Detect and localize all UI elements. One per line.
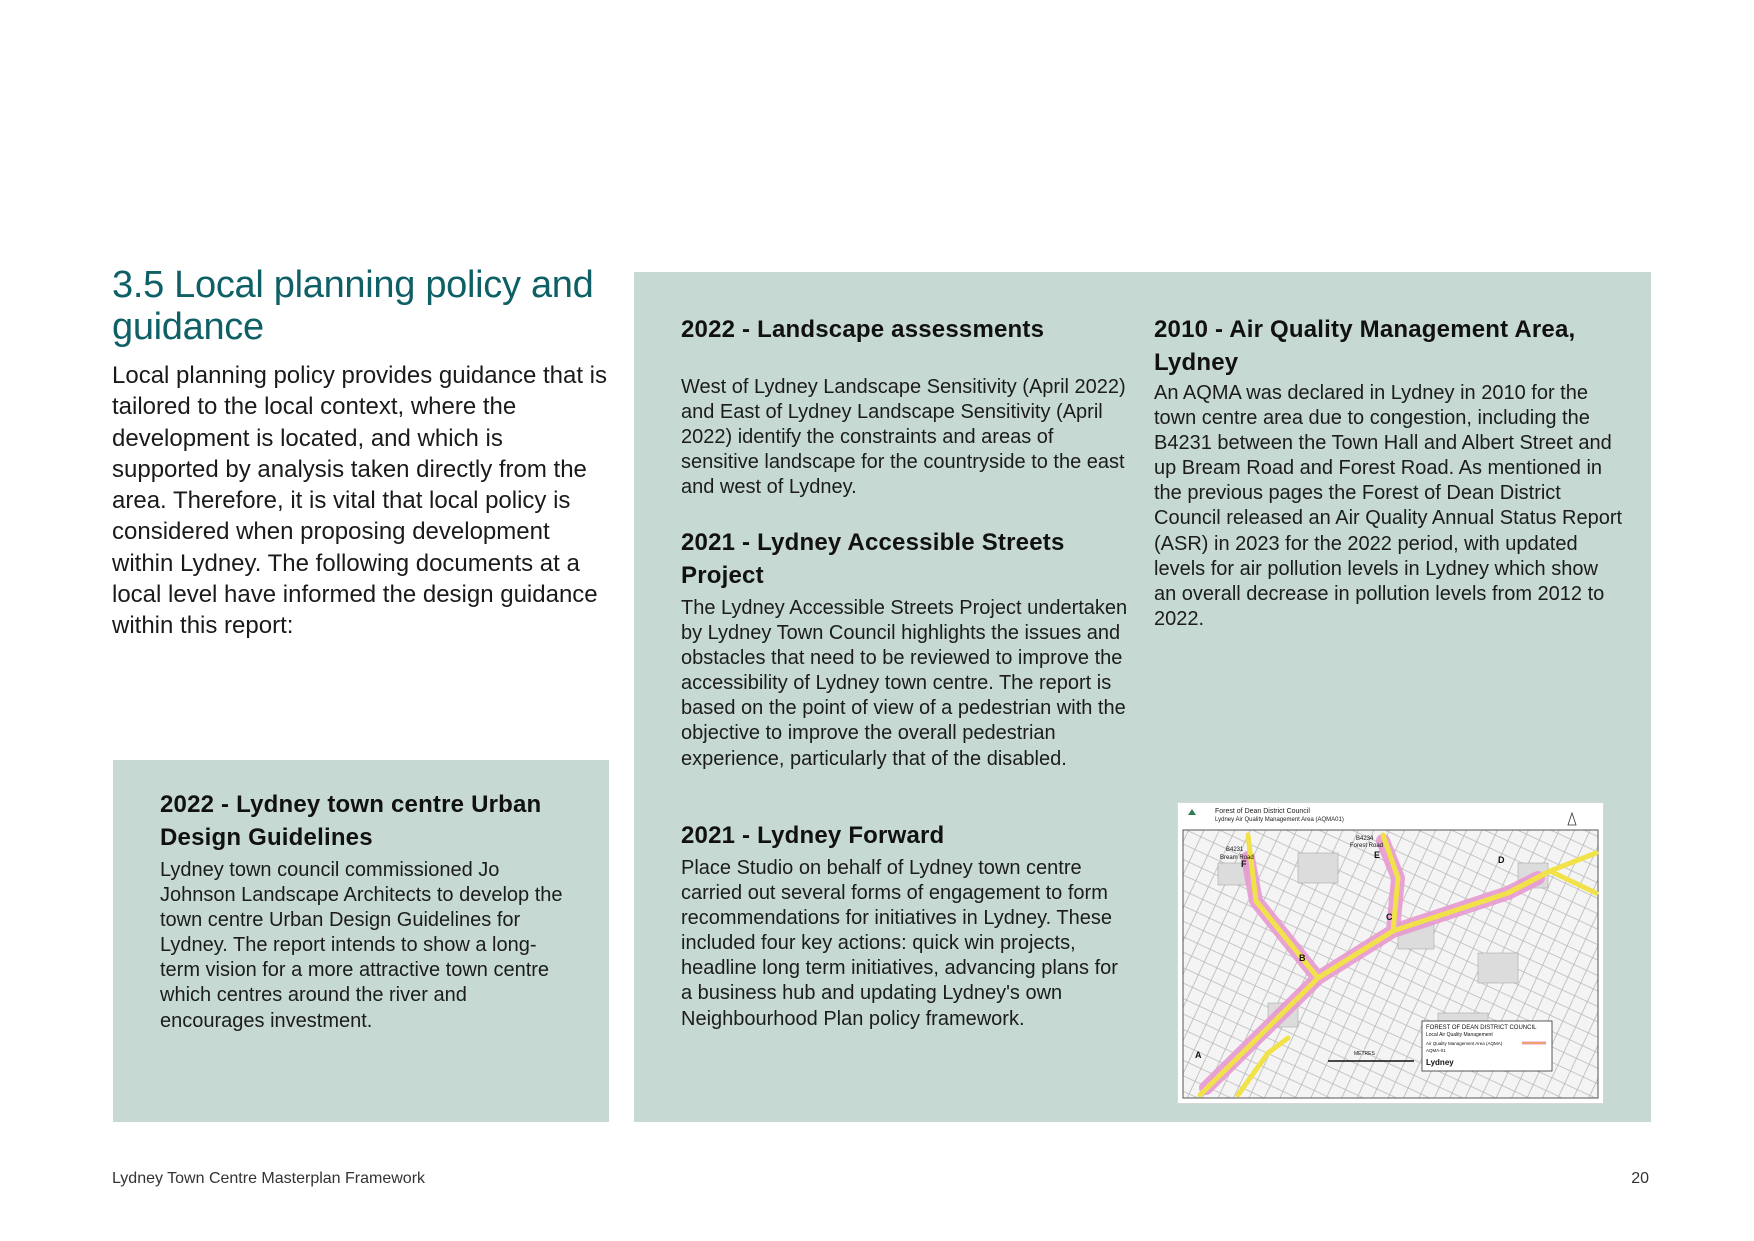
forward-body: Place Studio on behalf of Lydney town centre carried out several forms of engagement to form recommendations for initiatives in Lydney. These included four key actions: quick win projects, headline long term initiatives, advancing plans for a business hub and updating Lydney's own Neighbourhood Plan policy framework.: [681, 857, 1118, 1030]
aqma-title: 2010 - Air Quality Management Area, Lydney: [1154, 316, 1576, 376]
intro-paragraph: Local planning policy provides guidance that is tailored to the local context, where the development is located, and which is supported by analysis taken directly from the area. Therefore, it is vital that local policy is considered when proposing development within Lydney. The following documents at a local level have informed the design guidance within this report:: [112, 362, 607, 640]
page-number: 20: [1631, 1170, 1649, 1187]
footer-doc-title: Lydney Town Centre Masterplan Framework: [112, 1170, 426, 1187]
map-point-b: B: [1299, 953, 1306, 963]
map-road-forest: Forest Road: [1350, 843, 1384, 849]
landscape-title: 2022 - Landscape assessments: [681, 316, 1045, 343]
map-header-1: Forest of Dean District Council: [1215, 808, 1310, 815]
aqma-block: [1154, 313, 1624, 632]
urban-design-title: 2022 - Lydney town centre Urban Design Guidelines: [160, 791, 542, 851]
map-road-b4234: B4234: [1356, 836, 1374, 842]
landscape-block: [681, 313, 1126, 500]
legend-town: Lydney: [1426, 1058, 1454, 1067]
legend-title: FOREST OF DEAN DISTRICT COUNCIL: [1426, 1025, 1537, 1031]
legend-code: AQMA-01: [1426, 1048, 1446, 1053]
forward-title: 2021 - Lydney Forward: [681, 822, 945, 849]
map-road-bream: Bream Road: [1220, 855, 1254, 861]
legend-sub: Local Air Quality Management: [1426, 1032, 1493, 1038]
map-point-f: F: [1241, 859, 1247, 869]
aqma-map: [1177, 802, 1604, 1104]
scale-label: METRES: [1354, 1051, 1375, 1057]
map-point-e: E: [1374, 850, 1381, 860]
urban-design-body: Lydney town council commissioned Jo Johnson Landscape Architects to develop the town centre Urban Design Guidelines for Lydney. The report intends to show a long-term vision for a more attractive town centre which centres around the river and encourages investment.: [160, 859, 563, 1032]
urban-design-block: [160, 788, 570, 1034]
accessible-block: [681, 526, 1131, 772]
landscape-body: West of Lydney Landscape Sensitivity (April 2022) and East of Lydney Landscape Sensitivity (April 2022) identify the constraints and areas of sensitive landscape for the countryside to the east and west of Lydney.: [681, 376, 1126, 499]
aqma-map-graphic: [1178, 803, 1603, 1103]
page-title: 3.5 Local planning policy and guidance: [112, 264, 594, 348]
accessible-title: 2021 - Lydney Accessible Streets Project: [681, 529, 1065, 589]
accessible-body: The Lydney Accessible Streets Project undertaken by Lydney Town Council highlights the issues and obstacles that need to be reviewed to improve the accessibility of Lydney town centre. The report is based on the point of view of a pedestrian with the objective to improve the overall pedestrian experience, particularly that of the disabled.: [681, 597, 1128, 770]
map-point-a: A: [1195, 1050, 1202, 1060]
forward-block: [681, 819, 1131, 1032]
map-road-b4231: B4231: [1226, 847, 1244, 853]
map-point-d: D: [1498, 855, 1505, 865]
legend-item: Air Quality Management Area (AQMA): [1426, 1041, 1503, 1046]
map-point-c: C: [1386, 912, 1393, 922]
map-header-2: Lydney Air Quality Management Area (AQMA01): [1215, 817, 1344, 823]
aqma-body: An AQMA was declared in Lydney in 2010 for the town centre area due to congestion, including the B4231 between the Town Hall and Albert Street and up Bream Road and Forest Road. As mentioned in the previous pages the Forest of Dean District Council released an Air Quality Annual Status Report (ASR) in 2023 for the 2022 period, with updated levels for air pollution levels in Lydney which show an overall decrease in pollution levels from 2012 to 2022.: [1154, 382, 1623, 630]
